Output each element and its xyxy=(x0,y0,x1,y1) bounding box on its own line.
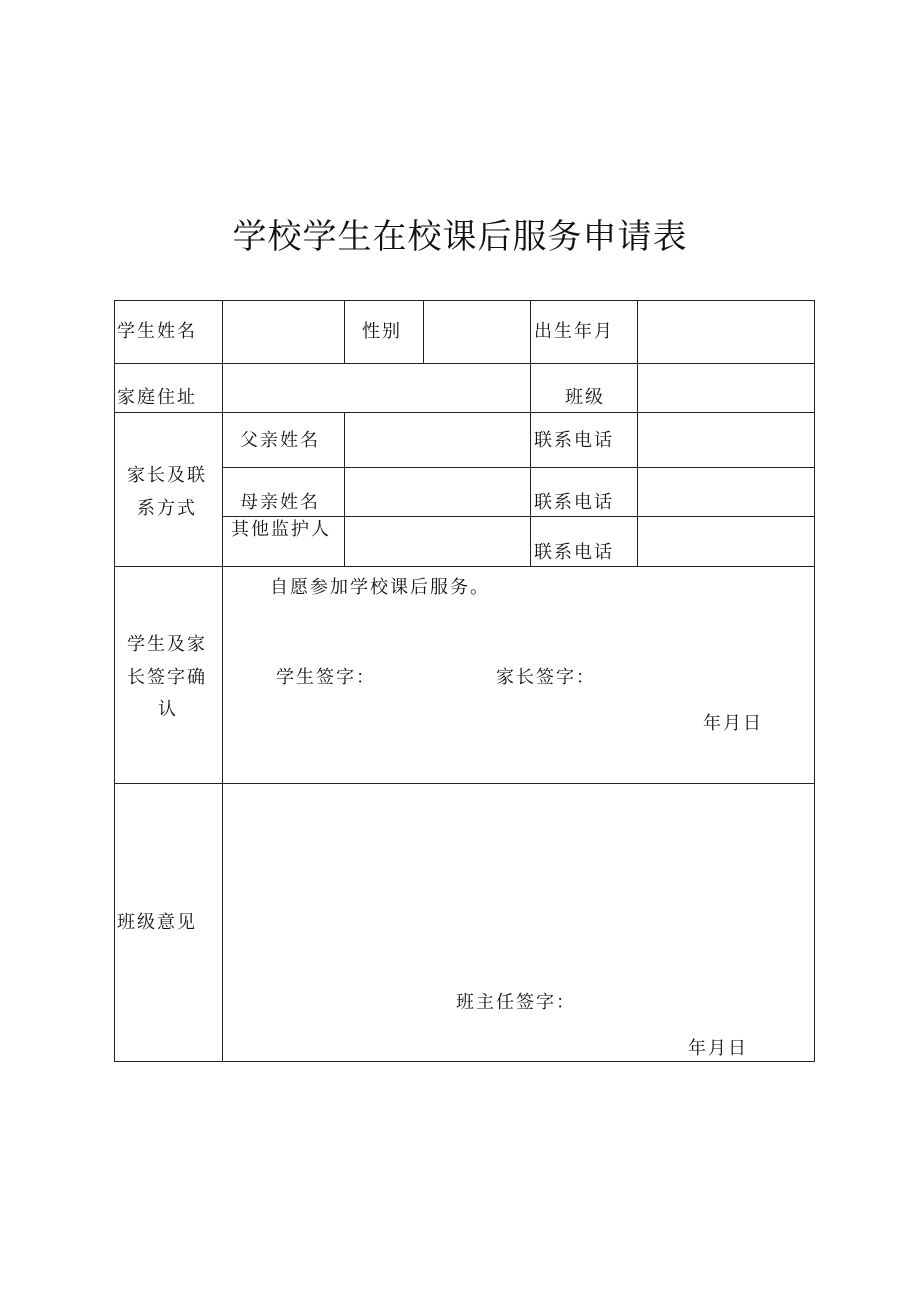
class-opinion-label: 班级意见 xyxy=(117,912,197,933)
row-divider xyxy=(114,566,815,567)
mother-phone-field[interactable] xyxy=(639,469,813,515)
row-divider xyxy=(114,412,815,413)
father-phone-field[interactable] xyxy=(639,414,813,466)
other-guardian-field[interactable] xyxy=(346,518,529,565)
home-address-field[interactable] xyxy=(224,365,529,411)
parent-signature-label: 家长签字： xyxy=(496,667,596,688)
home-address-label: 家庭住址 xyxy=(117,387,197,408)
voluntary-statement: 自愿参加学校课后服务。 xyxy=(270,577,490,598)
row-divider xyxy=(114,363,815,364)
confirm-date-label: 年月日 xyxy=(703,713,763,734)
row-divider xyxy=(222,467,815,468)
col-divider xyxy=(423,300,424,363)
other-guardian-label: 其他监护人 xyxy=(231,519,331,540)
opinion-date-label: 年月日 xyxy=(688,1038,748,1059)
student-name-field[interactable] xyxy=(224,302,343,362)
row-divider xyxy=(222,516,815,517)
student-signature-label: 学生签字： xyxy=(276,667,376,688)
confirm-section-label-line2: 长签字确 xyxy=(127,667,207,688)
mother-name-label: 母亲姓名 xyxy=(240,492,320,513)
father-name-field[interactable] xyxy=(346,414,529,466)
father-name-label: 父亲姓名 xyxy=(240,430,320,451)
birth-date-label: 出生年月 xyxy=(534,321,614,342)
student-name-label: 学生姓名 xyxy=(117,321,197,342)
guardian-section-label-line2: 系方式 xyxy=(137,498,197,519)
guardian-section-label-line1: 家长及联 xyxy=(127,465,207,486)
class-label: 班级 xyxy=(565,387,605,408)
row-divider xyxy=(114,783,815,784)
col-divider xyxy=(344,412,345,566)
confirm-section-label-line1: 学生及家 xyxy=(127,634,207,655)
other-guardian-phone-label: 联系电话 xyxy=(534,542,614,563)
head-teacher-signature-label: 班主任签字： xyxy=(456,992,576,1013)
other-guardian-phone-field[interactable] xyxy=(639,518,813,565)
mother-phone-label: 联系电话 xyxy=(534,492,614,513)
class-field[interactable] xyxy=(639,365,813,411)
birth-date-field[interactable] xyxy=(639,302,813,362)
father-phone-label: 联系电话 xyxy=(534,430,614,451)
col-divider xyxy=(637,300,638,566)
class-opinion-field[interactable] xyxy=(224,786,813,976)
gender-label: 性别 xyxy=(362,321,402,342)
gender-field[interactable] xyxy=(425,302,529,362)
student-signature-field[interactable] xyxy=(372,660,490,694)
page-title: 学校学生在校课后服务申请表 xyxy=(232,217,688,257)
col-divider xyxy=(530,300,531,566)
mother-name-field[interactable] xyxy=(346,469,529,515)
parent-signature-field[interactable] xyxy=(594,660,794,694)
confirm-section-label-line3: 认 xyxy=(158,699,178,720)
head-teacher-signature-field[interactable] xyxy=(572,986,792,1018)
col-divider xyxy=(344,300,345,363)
col-divider xyxy=(222,300,223,1062)
